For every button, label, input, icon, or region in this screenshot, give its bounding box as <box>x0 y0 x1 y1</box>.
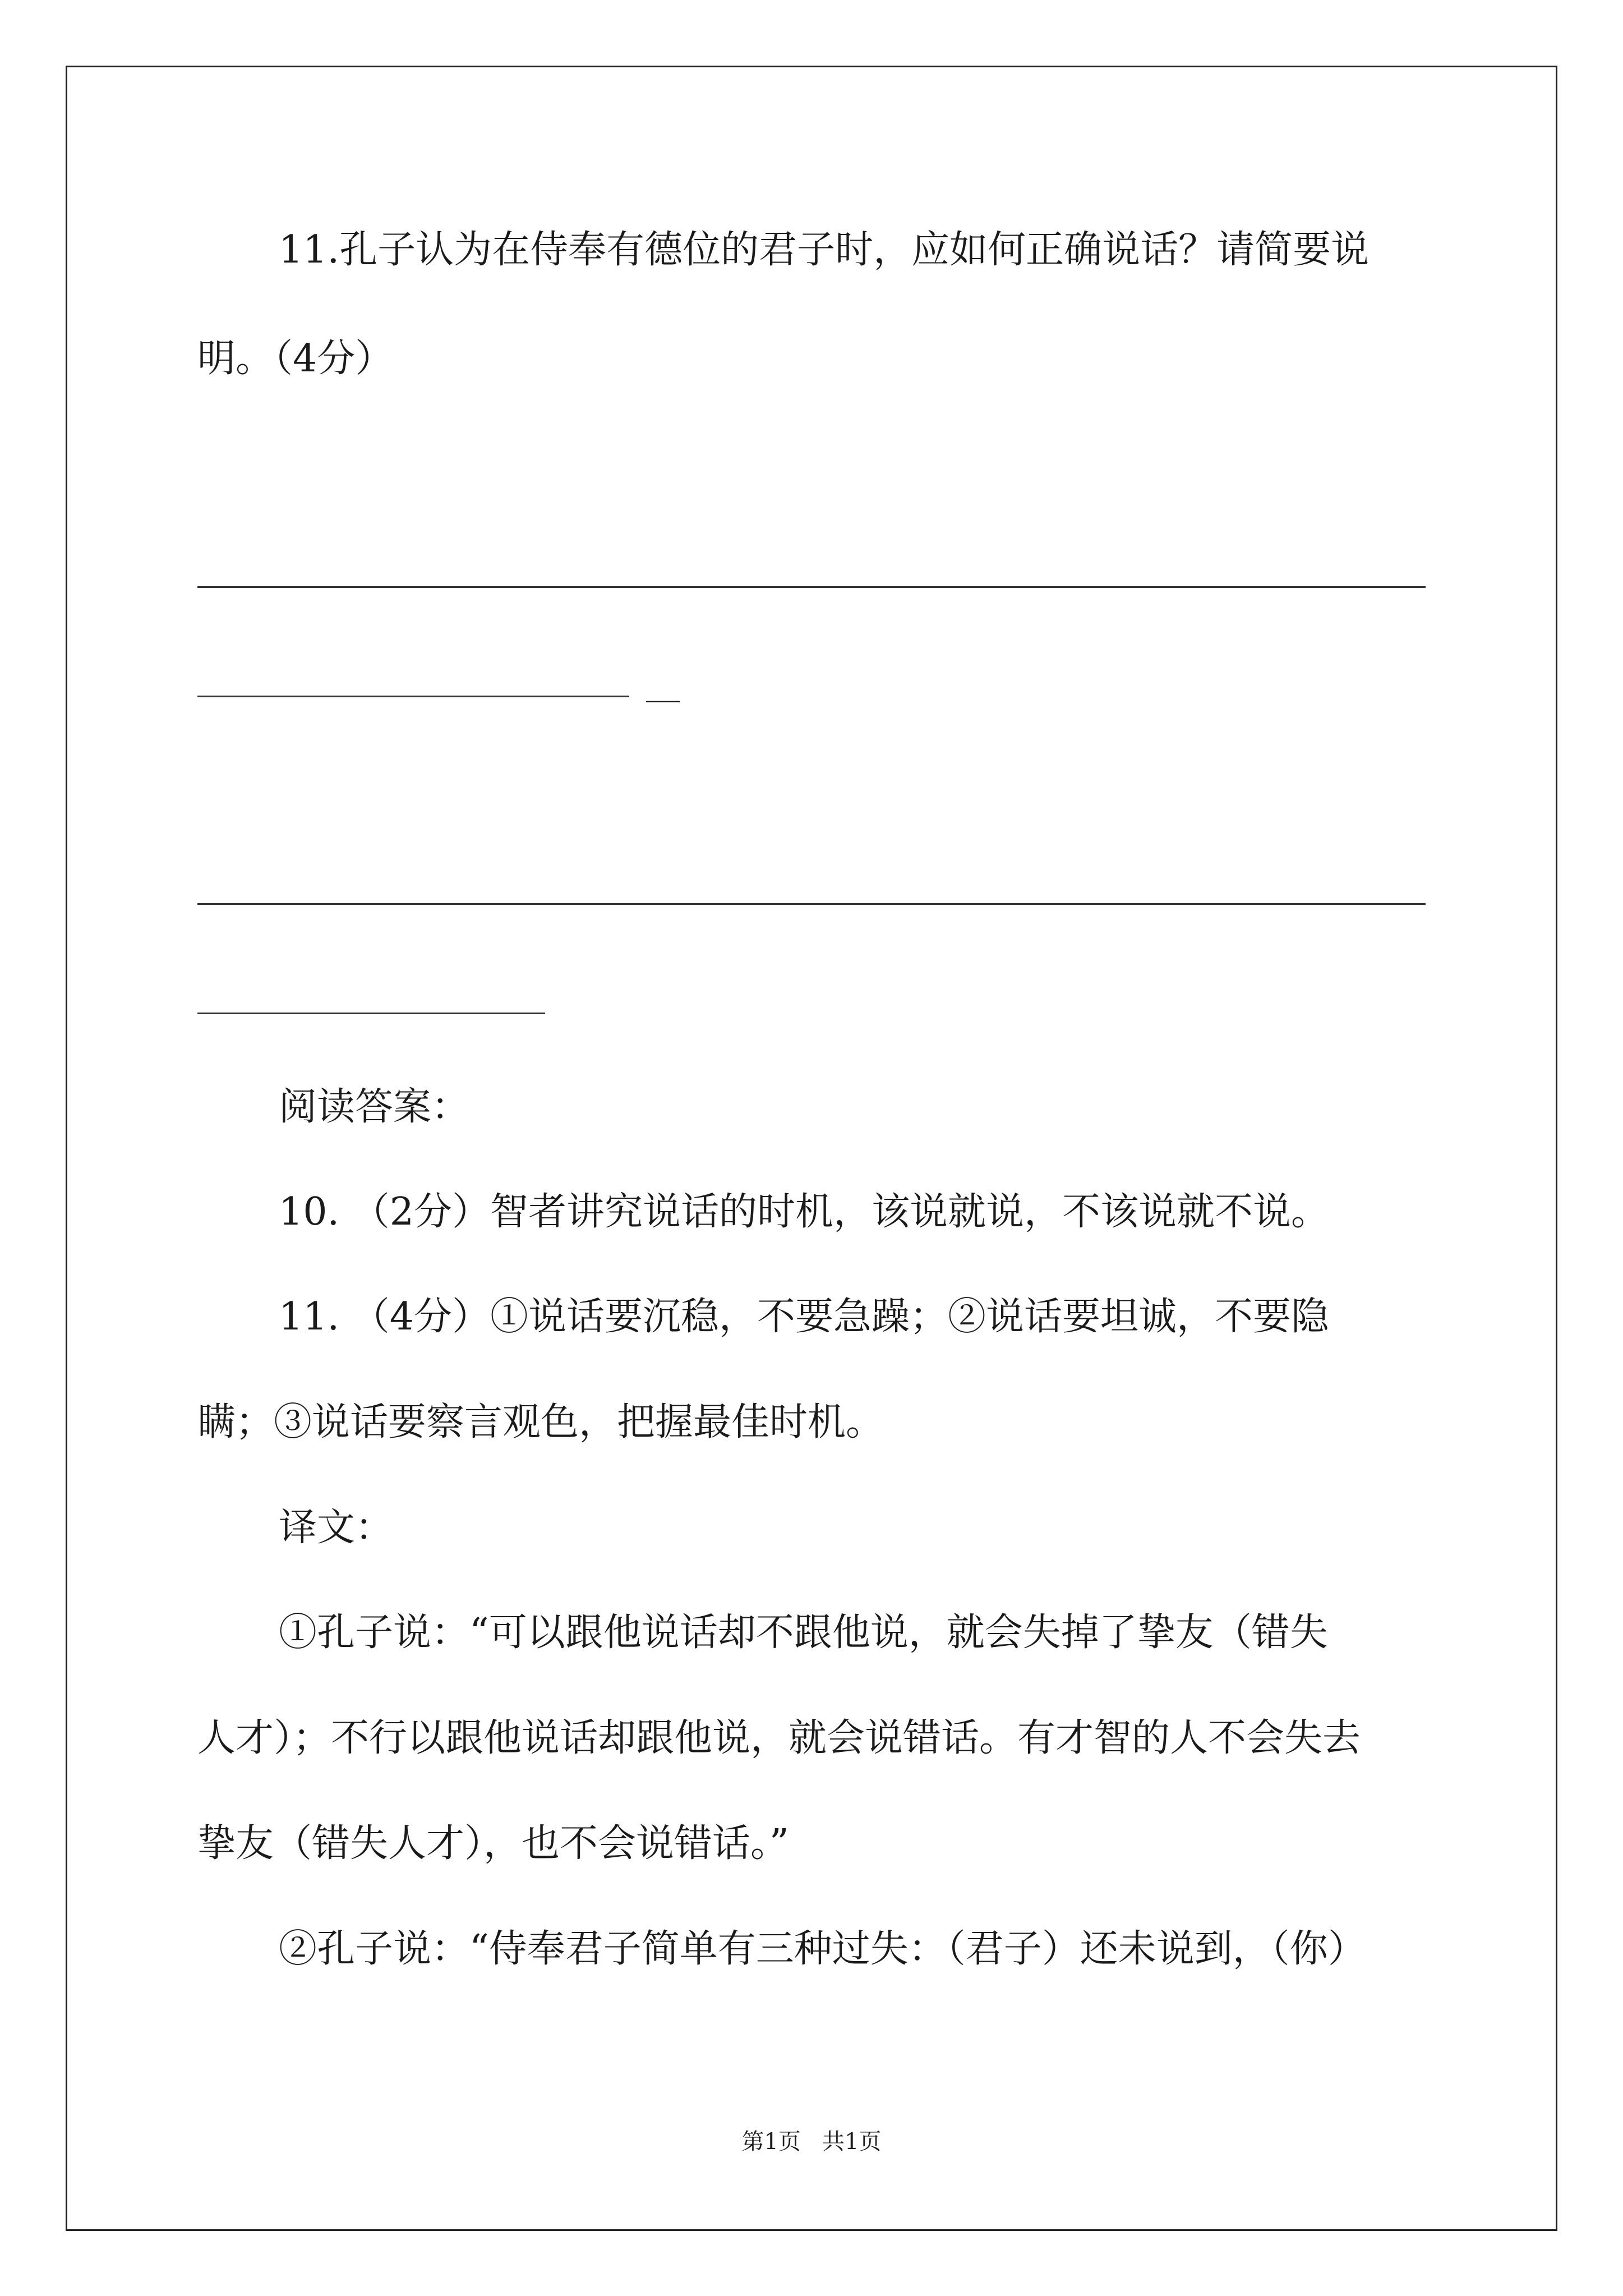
page-number-footer: 第1页 共1页 <box>741 2129 882 2155</box>
question-11-line-1: 11.孔子认为在侍奉有德位的君子时，应如何正确说话？请简要说 <box>279 228 1370 272</box>
answer-blank-line-2[interactable] <box>197 696 629 697</box>
answer-blank-short-mark: __ <box>646 664 680 703</box>
translation-p1-line-3: 挚友（错失人才），也不会说错话。” <box>197 1821 789 1866</box>
answer-10: 10. （2分）智者讲究说话的时机，该说就说，不该说就不说。 <box>279 1190 1330 1234</box>
answer-11-line-1: 11. （4分）①说话要沉稳，不要急躁；②说话要坦诚，不要隐 <box>279 1295 1330 1339</box>
page-border <box>66 66 1557 2231</box>
answer-blank-line-1[interactable] <box>197 586 1426 588</box>
answer-11-line-2: 瞒；③说话要察言观色，把握最佳时机。 <box>197 1400 884 1444</box>
translation-p2-line-1: ②孔子说：“侍奉君子简单有三种过失：（君子）还未说到，（你） <box>279 1927 1366 1971</box>
question-11-line-2: 明。（4分） <box>197 337 394 381</box>
translation-heading: 译文： <box>279 1506 394 1550</box>
answers-heading: 阅读答案： <box>279 1085 470 1129</box>
translation-p1-line-2: 人才）；不行以跟他说话却跟他说，就会说错话。有才智的人不会失去 <box>197 1716 1361 1760</box>
translation-p1-line-1: ①孔子说：“可以跟他说话却不跟他说，就会失掉了挚友（错失 <box>279 1611 1328 1655</box>
answer-blank-line-4[interactable] <box>197 1013 545 1014</box>
answer-blank-line-3[interactable] <box>197 903 1426 905</box>
